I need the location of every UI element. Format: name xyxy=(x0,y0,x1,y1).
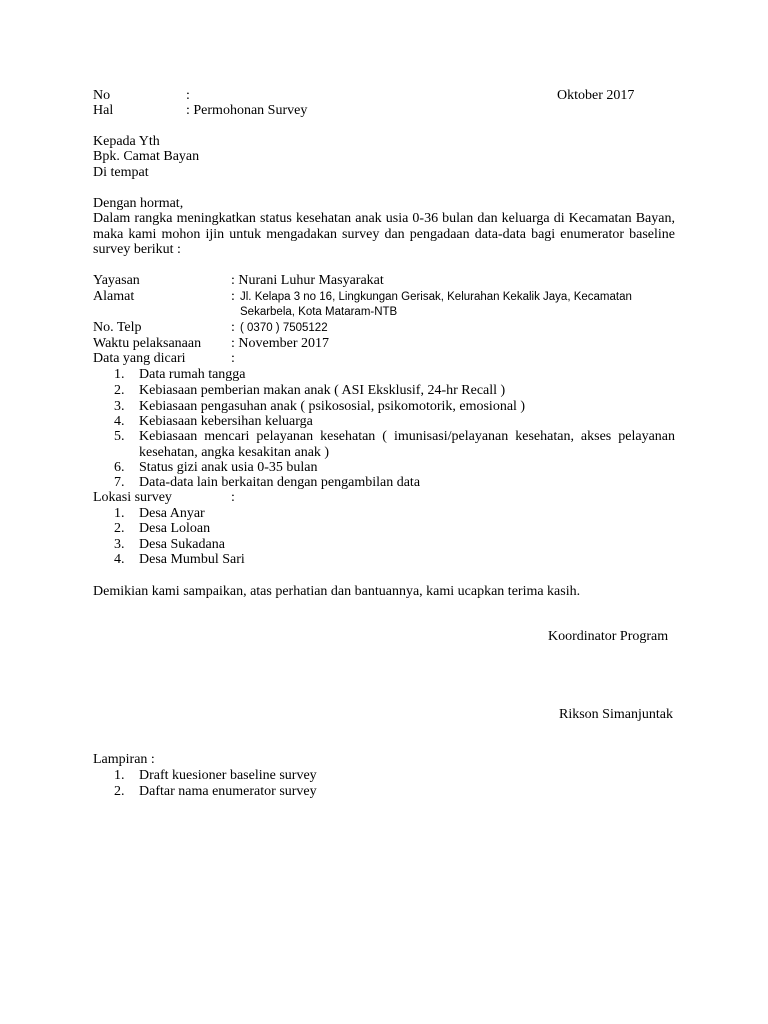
lokasi-number: 3. xyxy=(114,537,125,552)
telp-label: No. Telp xyxy=(93,320,142,335)
lokasi-item: Desa Mumbul Sari xyxy=(139,552,245,567)
signer-role: Koordinator Program xyxy=(548,629,669,644)
alamat-colon: : xyxy=(231,289,235,304)
telp-colon: : xyxy=(231,320,235,335)
lampiran-item: Daftar nama enumerator survey xyxy=(139,784,317,799)
lokasi-number: 2. xyxy=(114,521,125,536)
alamat-line-2: Sekarbela, Kota Mataram-NTB xyxy=(240,306,398,318)
no-value: : xyxy=(186,88,190,103)
lampiran-number: 1. xyxy=(114,768,125,783)
lokasi-item: Desa Sukadana xyxy=(139,537,225,552)
list-item-number: 1. xyxy=(114,367,125,382)
data-label: Data yang dicari xyxy=(93,351,186,366)
lampiran-number: 2. xyxy=(114,784,125,799)
lokasi-number: 1. xyxy=(114,506,125,521)
lampiran-label: Lampiran : xyxy=(93,752,155,767)
list-item-number: 6. xyxy=(114,460,125,475)
lokasi-label: Lokasi survey xyxy=(93,490,172,505)
recipient-line-3: Di tempat xyxy=(93,165,149,180)
list-item-number: 2. xyxy=(114,383,125,398)
letter-date: Oktober 2017 xyxy=(557,88,635,103)
waktu-value: : November 2017 xyxy=(231,336,329,351)
list-item: Kebiasaan pengasuhan anak ( psikososial, psikomotorik, emosional ) xyxy=(139,399,526,414)
lampiran-item: Draft kuesioner baseline survey xyxy=(139,768,317,783)
waktu-label: Waktu pelaksanaan xyxy=(93,336,202,351)
list-item: Kebiasaan kebersihan keluarga xyxy=(139,414,313,429)
lokasi-number: 4. xyxy=(114,552,125,567)
list-item-number: 3. xyxy=(114,399,125,414)
telp-value: ( 0370 ) 7505122 xyxy=(240,322,328,334)
yayasan-label: Yayasan xyxy=(93,273,140,288)
lokasi-item: Desa Anyar xyxy=(139,506,205,521)
yayasan-value: : Nurani Luhur Masyarakat xyxy=(231,273,384,288)
list-item: Data-data lain berkaitan dengan pengambilan data xyxy=(139,475,421,490)
list-item: Data rumah tangga xyxy=(139,367,246,382)
recipient-line-2: Bpk. Camat Bayan xyxy=(93,149,200,164)
hal-label: Hal xyxy=(93,103,114,118)
greeting: Dengan hormat, xyxy=(93,196,184,211)
closing-paragraph: Demikian kami sampaikan, atas perhatian dan bantuannya, kami ucapkan terima kasih. xyxy=(93,584,581,599)
list-item: Kebiasaan mencari pelayanan kesehatan ( imunisasi/pelayanan kesehatan, akses pelayanan kesehatan, angka kesakitan anak ) xyxy=(139,429,675,460)
signer-name: Rikson Simanjuntak xyxy=(559,707,673,722)
list-item: Status gizi anak usia 0-35 bulan xyxy=(139,460,318,475)
recipient-line-1: Kepada Yth xyxy=(93,134,160,149)
data-colon: : xyxy=(231,351,235,366)
lokasi-item: Desa Loloan xyxy=(139,521,211,536)
no-label: No xyxy=(93,88,111,103)
lokasi-colon: : xyxy=(231,490,235,505)
alamat-line-1: Jl. Kelapa 3 no 16, Lingkungan Gerisak, Kelurahan Kekalik Jaya, Kecamatan xyxy=(240,291,632,303)
hal-value: : Permohonan Survey xyxy=(186,103,308,118)
list-item-number: 4. xyxy=(114,414,125,429)
intro-paragraph: Dalam rangka meningkatkan status kesehatan anak usia 0-36 bulan dan keluarga di Kecamatan Bayan, maka kami mohon ijin untuk mengadakan survey dan pengadaan data-data bagi enumerator baseline survey berikut : xyxy=(93,211,675,257)
alamat-label: Alamat xyxy=(93,289,135,304)
list-item-number: 7. xyxy=(114,475,125,490)
list-item: Kebiasaan pemberian makan anak ( ASI Eksklusif, 24-hr Recall ) xyxy=(139,383,506,398)
list-item-number: 5. xyxy=(114,429,125,444)
